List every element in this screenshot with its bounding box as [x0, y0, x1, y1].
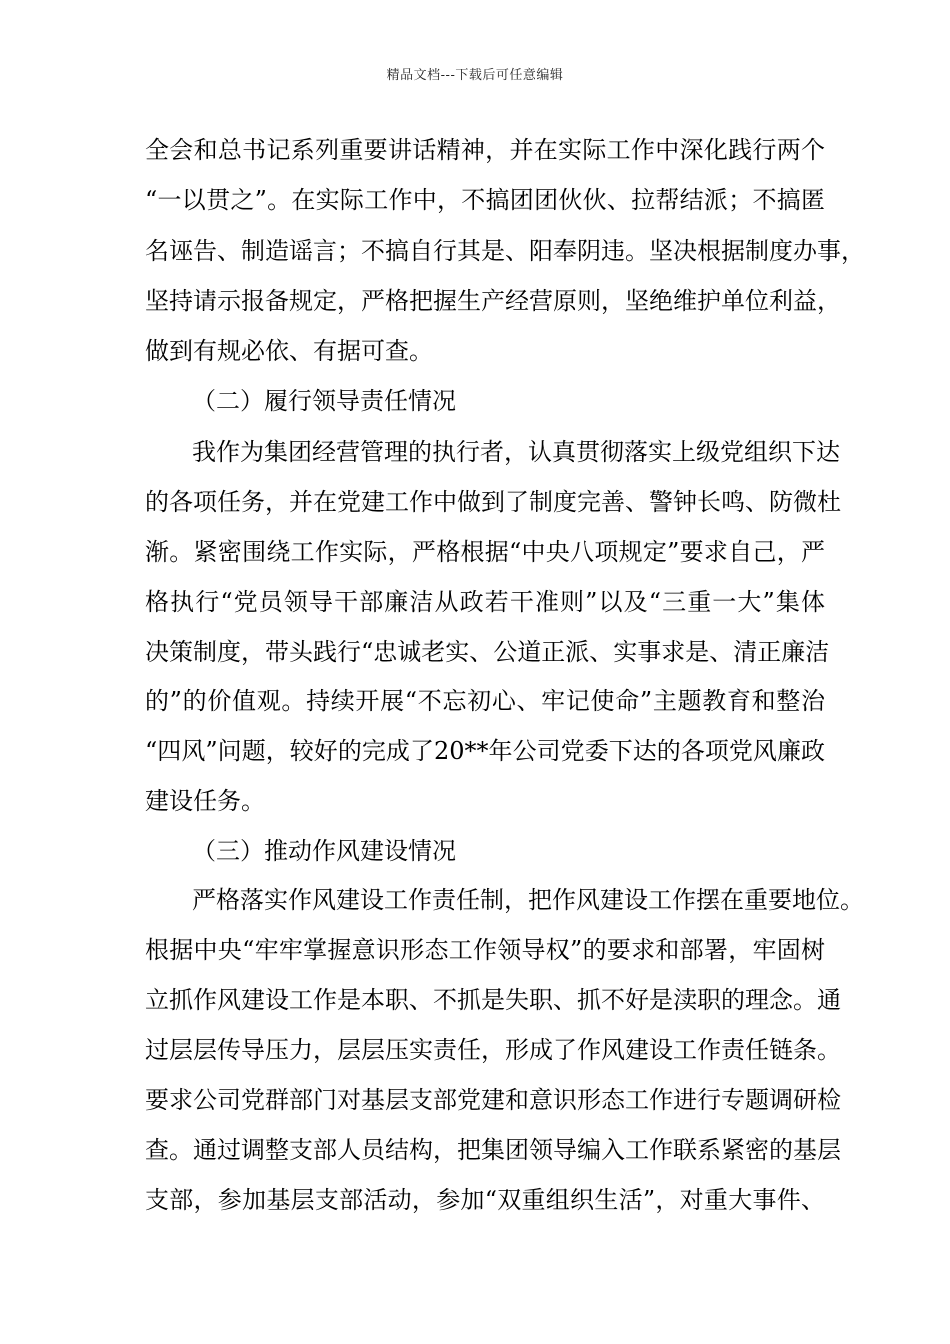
text-line: 过层层传导压力，层层压实责任，形成了作风建设工作责任链条。 [145, 1036, 841, 1064]
text-line: 查。通过调整支部人员结构，把集团领导编入工作联系紧密的基层 [145, 1136, 841, 1164]
text-line: 的各项任务，并在党建工作中做到了制度完善、警钟长鸣、防微杜 [145, 488, 841, 516]
text-line: 我作为集团经营管理的执行者，认真贯彻落实上级党组织下达 [192, 438, 840, 466]
text-line: 决策制度，带头践行“忠诚老实、公道正派、实事求是、清正廉洁 [145, 638, 830, 666]
text-line: “一以贯之”。在实际工作中，不搞团团伙伙、拉帮结派；不搞匿 [145, 186, 825, 214]
text-line: 根据中央“牢牢掌握意识形态工作领导权”的要求和部署，牢固树 [145, 936, 825, 964]
text-line: 立抓作风建设工作是本职、不抓是失职、抓不好是渎职的理念。通 [145, 986, 841, 1014]
text-line: “四风”问题，较好的完成了20**年公司党委下达的各项党风廉政 [145, 737, 825, 765]
text-line: 做到有规必依、有据可查。 [145, 337, 433, 365]
text-line: 严格落实作风建设工作责任制，把作风建设工作摆在重要地位。 [192, 886, 864, 914]
text-line: 名诬告、制造谣言；不搞自行其是、阳奉阴违。坚决根据制度办事， [145, 237, 865, 265]
text-line: 支部，参加基层支部活动，参加“双重组织生活”，对重大事件、 [145, 1186, 825, 1214]
section-heading: （二）履行领导责任情况 [192, 387, 456, 415]
text-line: 坚持请示报备规定，严格把握生产经营原则，坚绝维护单位利益， [145, 287, 841, 315]
text-line: 格执行“党员领导干部廉洁从政若干准则”以及“三重一大”集体 [145, 588, 825, 616]
text-line: 的”的价值观。持续开展“不忘初心、牢记使命”主题教育和整治 [145, 687, 825, 715]
section-heading: （三）推动作风建设情况 [192, 837, 456, 865]
text-line: 全会和总书记系列重要讲话精神，并在实际工作中深化践行两个 [145, 136, 825, 164]
text-line: 要求公司党群部门对基层支部党建和意识形态工作进行专题调研检 [145, 1086, 841, 1114]
text-line: 渐。紧密围绕工作实际，严格根据“中央八项规定”要求自己，严 [145, 538, 825, 566]
page-header: 精品文档---下载后可任意编辑 [386, 68, 564, 83]
text-line: 建设任务。 [145, 787, 265, 815]
